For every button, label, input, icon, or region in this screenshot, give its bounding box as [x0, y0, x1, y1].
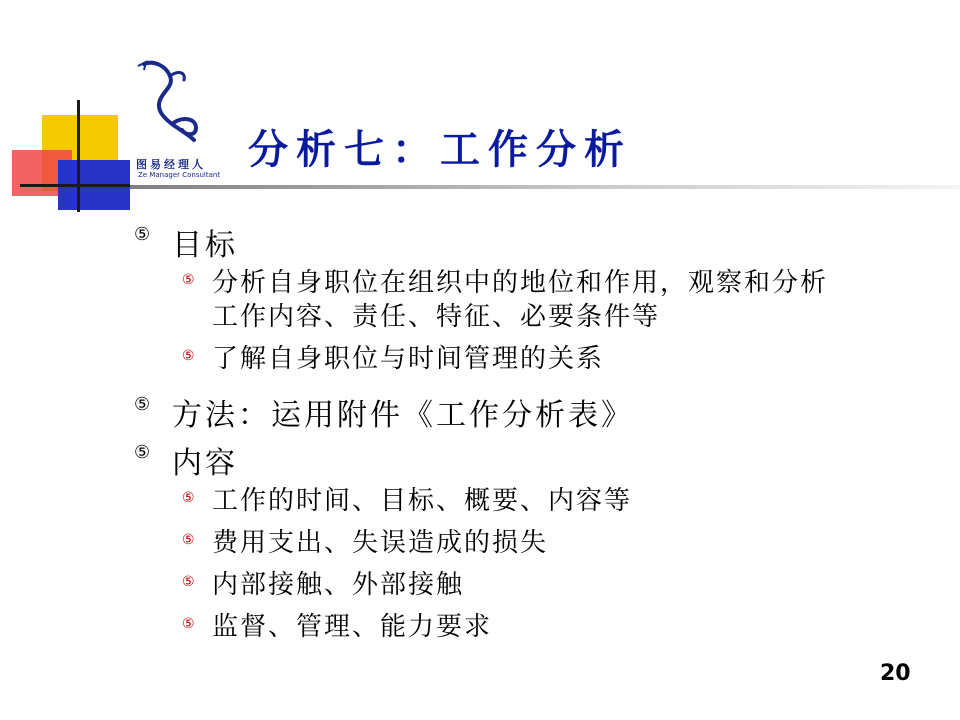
decor-vertical-line — [77, 100, 80, 212]
page-number: 20 — [880, 661, 911, 686]
list-item-text: 内部接触、外部接触 — [212, 570, 465, 600]
slide-title: 分析七：工作分析 — [248, 127, 632, 173]
bullet-icon: ⑤ — [182, 490, 195, 506]
company-logo — [124, 56, 232, 184]
list-item-text: 了解自身职位与时间管理的关系 — [212, 344, 605, 374]
list-item-text — [212, 266, 828, 334]
list-item-line: 分析自身职位在组织中的地位和作用，观察和分析 — [212, 268, 829, 298]
dragon-logo-icon — [124, 56, 232, 156]
list-item-text: 费用支出、失误造成的损失 — [212, 528, 549, 558]
logo-english-text: Ze Manager Consultant — [138, 171, 221, 179]
list-item-text: 内容 — [172, 446, 238, 481]
list-item-text: 方法：运用附件《工作分析表》 — [172, 398, 634, 433]
bullet-icon: ⑤ — [134, 442, 151, 463]
decor-horizontal-line — [20, 184, 130, 187]
bullet-icon: ⑤ — [182, 272, 195, 288]
list-item-text: 工作的时间、目标、概要、内容等 — [212, 486, 633, 516]
list-item-line: 工作内容、责任、特征、必要条件等 — [212, 302, 661, 332]
list-item-text: 监督、管理、能力要求 — [212, 612, 493, 642]
bullet-icon: ⑤ — [182, 616, 195, 632]
bullet-icon: ⑤ — [182, 532, 195, 548]
title-underline — [130, 185, 960, 189]
bullet-icon: ⑤ — [134, 224, 151, 245]
list-item-text: 目标 — [172, 228, 238, 263]
bullet-icon: ⑤ — [182, 574, 195, 590]
logo-chinese-text: 图易经理人 — [136, 158, 206, 171]
bullet-icon: ⑤ — [134, 394, 151, 415]
bullet-icon: ⑤ — [182, 348, 195, 364]
